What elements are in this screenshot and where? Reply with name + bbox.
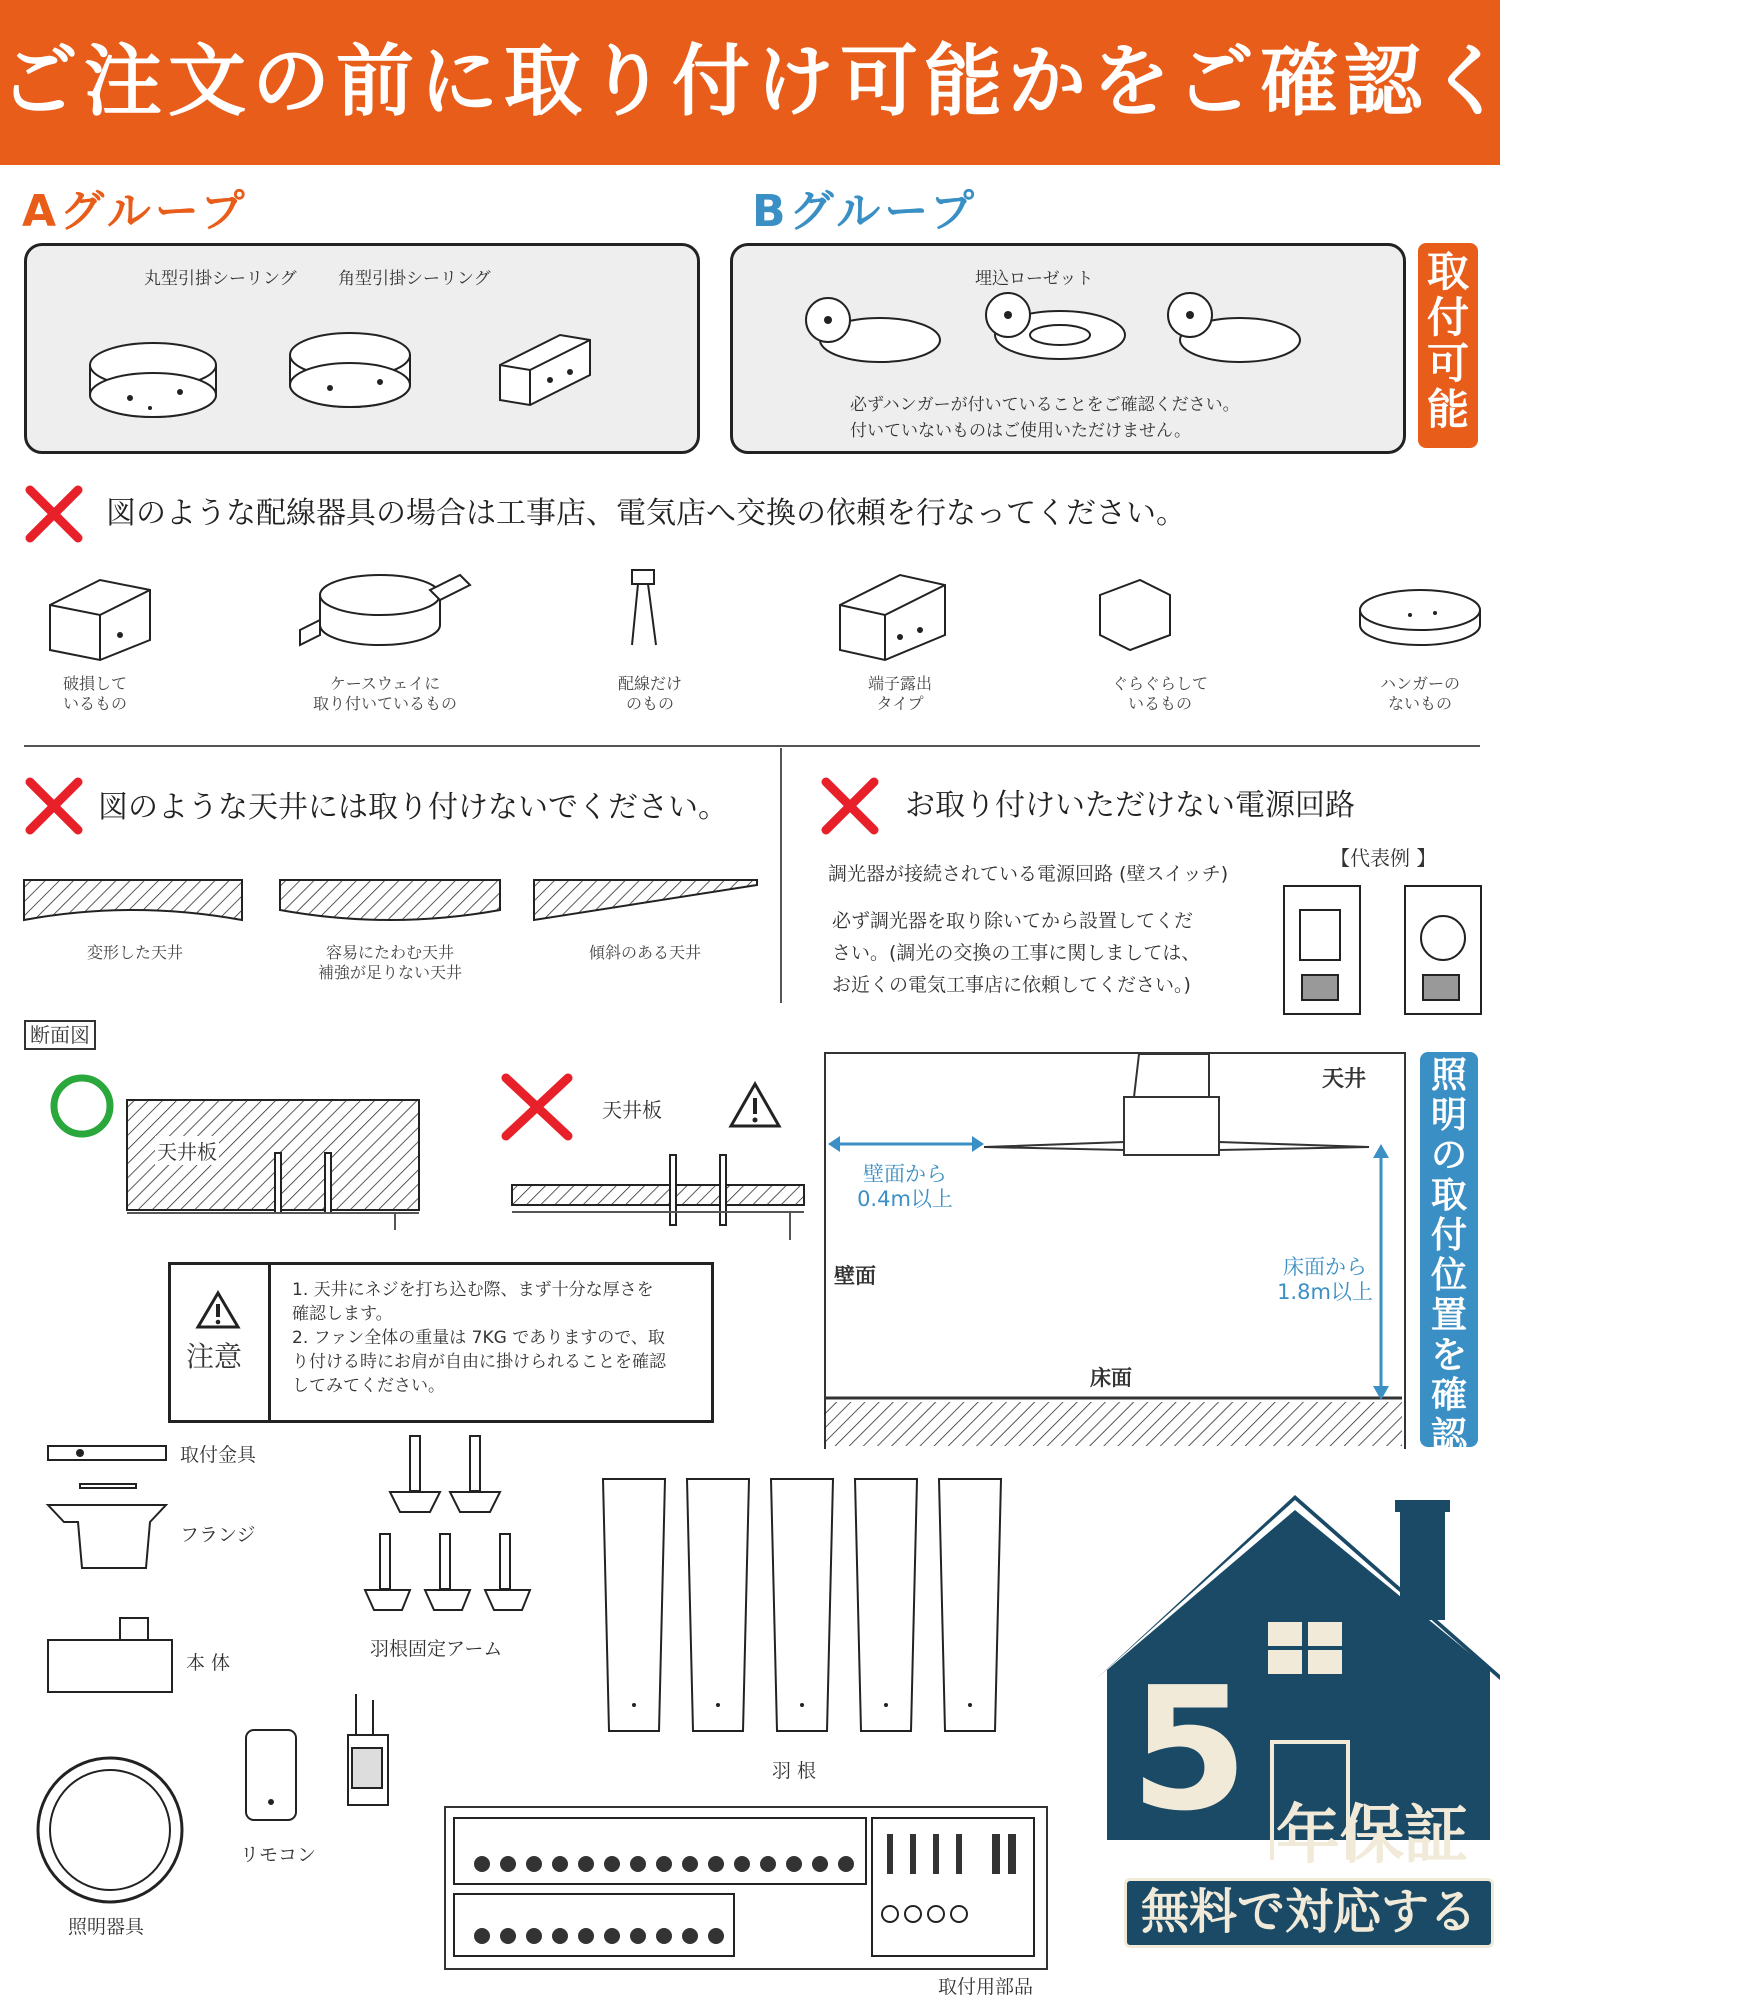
divider — [24, 745, 1480, 747]
banner-title: ご注文の前に取り付け可能かをご確認ください — [0, 37, 1764, 127]
hanger-note-line2: 付いていないものはご使用いただけません。 — [850, 421, 1192, 441]
position-tag-char: 位 — [1430, 1255, 1467, 1296]
position-tag-char: 認 — [1430, 1415, 1467, 1456]
ceiling-fan-illustration — [824, 1052, 1402, 1452]
hardware-illustration — [452, 1814, 1038, 1962]
position-tag-char: 確 — [1430, 1375, 1467, 1416]
part-blades: 羽 根 — [772, 1760, 817, 1782]
caution-text — [292, 1278, 702, 1398]
warranty-number: 5 — [1130, 1651, 1249, 1849]
wiring-item-wire-only: 配線だけ のもの — [617, 674, 682, 713]
red-x-icon — [820, 776, 880, 836]
divider — [780, 748, 782, 1003]
blades-illustration — [595, 1475, 1015, 1735]
group-b-title: Bグループ — [752, 186, 979, 237]
divider — [268, 1262, 271, 1423]
part-remote: リモコン — [240, 1844, 317, 1866]
light-fixture-illustration — [30, 1750, 190, 1910]
section-view-label: 断面図 — [24, 1020, 96, 1050]
ceiling-warning-text: 図のような天井には取り付けないでください。 — [98, 790, 728, 825]
installable-tag-char: 取 — [1426, 247, 1469, 296]
correct-ceiling-section — [125, 1095, 425, 1235]
bad-ceilings-illustration — [22, 875, 762, 935]
embedded-rosette-label: 埋込ローゼット — [975, 269, 1094, 289]
group-b-fixtures-illustration — [800, 290, 1320, 390]
ceiling-item-sloped: 傾斜のある天井 — [588, 943, 701, 962]
circuit-line4: お近くの電気工事店に依頼してください。) — [832, 974, 1191, 996]
example-tag: 【代表例 】 — [1330, 846, 1437, 870]
wiring-item-exposed-terminal: 端子露出 タイプ — [867, 674, 932, 713]
floor-hatch — [824, 1400, 1402, 1448]
circuit-line1: 調光器が接続されている電源回路 (壁スイッチ) — [828, 863, 1229, 885]
part-blade-arms: 羽根固定アーム — [370, 1638, 503, 1660]
warning-triangle-icon — [727, 1080, 783, 1130]
mount-flange-body-illustration — [40, 1440, 180, 1710]
circuit-warning-title: お取り付けいただけない電源回路 — [905, 788, 1355, 823]
installable-tag-char: 付 — [1426, 293, 1469, 342]
ceiling-label: 天井 — [1322, 1067, 1367, 1092]
circuit-line3: さい。(調光の交換の工事に関しましては、 — [832, 942, 1201, 964]
ceiling-item-deformed: 変形した天井 — [86, 943, 183, 962]
position-tag-char: 付 — [1430, 1215, 1467, 1256]
hanger-note-line1: 必ずハンガーが付いていることをご確認ください。 — [850, 395, 1240, 415]
installable-tag-char: 可 — [1426, 339, 1469, 388]
warning-triangle-icon — [195, 1290, 241, 1330]
top-banner — [0, 0, 1764, 165]
wiring-item-no-hanger: ハンガーの ないもの — [1379, 674, 1460, 713]
ok-circle-icon — [44, 1072, 124, 1142]
square-ceiling-label: 角型引掛シーリング — [338, 269, 491, 289]
warranty-free-badge: 無料で対応する — [1124, 1878, 1494, 1948]
wiring-item-broken: 破損して いるもの — [62, 674, 127, 713]
wiring-warning-text: 図のような配線器具の場合は工事店、電気店へ交換の依頼を行なってください。 — [106, 496, 1186, 531]
blade-arms-illustration — [360, 1432, 540, 1632]
dimmer-switch-illustration — [1280, 880, 1490, 1020]
ceiling-board-label-ok: 天井板 — [155, 1136, 219, 1165]
floor-distance-label: 床面から 1.8m以上 — [1277, 1255, 1373, 1304]
position-check-tag — [1420, 1052, 1478, 1456]
part-hardware: 取付用部品 — [938, 1976, 1034, 1998]
ceiling-board-label-ng: 天井板 — [602, 1098, 662, 1122]
remote-receiver-illustration — [238, 1690, 408, 1840]
position-tag-char: 置 — [1430, 1295, 1467, 1336]
caution-line: 2. ファン全体の重量は 7KG でありますので、取 — [292, 1328, 665, 1348]
wiring-devices-illustration — [20, 555, 1480, 675]
caution-line: してみてください。 — [292, 1376, 445, 1396]
wall-distance-label: 壁面から 0.4m以上 — [857, 1162, 953, 1211]
installable-tag-char: 能 — [1426, 385, 1469, 434]
position-tag-char: の — [1430, 1135, 1467, 1176]
part-flange: フランジ — [180, 1524, 256, 1546]
group-a-title: Aグループ — [22, 186, 249, 237]
wall-label: 壁面 — [834, 1264, 876, 1288]
floor-label: 床面 — [1090, 1366, 1132, 1390]
incorrect-ceiling-section — [510, 1150, 810, 1250]
caution-line: 1. 天井にネジを打ち込む際、まず十分な厚さを — [292, 1280, 654, 1300]
caution-line: 確認します。 — [292, 1304, 393, 1324]
wall-distance-arrow — [826, 1132, 986, 1156]
red-x-icon — [498, 1072, 578, 1142]
part-light: 照明器具 — [68, 1916, 145, 1938]
caution-line: り付ける時にお肩が自由に掛けられることを確認 — [292, 1352, 666, 1372]
position-tag-char: 取 — [1430, 1175, 1467, 1216]
circuit-line2: 必ず調光器を取り除いてから設置してくだ — [832, 910, 1194, 932]
part-mount-bracket: 取付金具 — [180, 1444, 257, 1466]
installable-tag — [1418, 243, 1478, 448]
round-ceiling-label: 丸型引掛シーリング — [144, 269, 297, 289]
warranty-years: 年保証 — [1276, 1799, 1468, 1873]
part-body: 本 体 — [186, 1652, 231, 1674]
position-tag-char: を — [1430, 1335, 1467, 1376]
wiring-item-loose: ぐらぐらして いるもの — [1111, 674, 1208, 713]
wiring-item-caseway: ケースウェイに 取り付いているもの — [312, 674, 457, 713]
position-tag-char: 明 — [1430, 1095, 1467, 1136]
caution-title: 注意 — [186, 1340, 243, 1373]
group-a-fixtures-illustration — [80, 310, 600, 430]
position-tag-char: 照 — [1430, 1055, 1467, 1096]
ceiling-item-sagging: 容易にたわむ天井 補強が足りない天井 — [317, 943, 462, 982]
red-x-icon — [24, 776, 84, 836]
red-x-icon — [24, 484, 84, 544]
